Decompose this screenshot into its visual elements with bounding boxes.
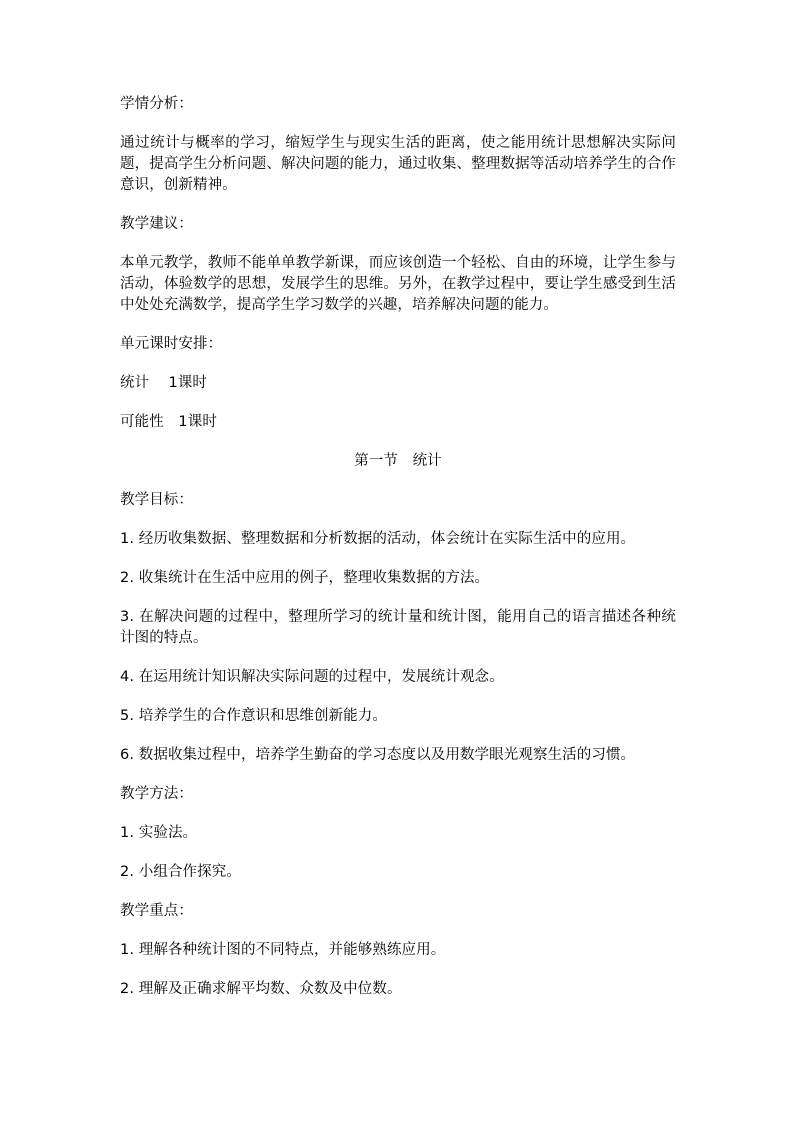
method-item: 1. 实验法。 (120, 825, 198, 841)
schedule-statistics: 统计 1课时 (120, 375, 208, 391)
goal-item: 4. 在运用统计知识解决实际问题的过程中，发展统计观念。 (120, 669, 504, 685)
goal-item: 3. 在解决问题的过程中，整理所学习的统计量和统计图，能用自己的语言描述各种统计图的特点。 (120, 609, 676, 646)
goal-item: 6. 数据收集过程中，培养学生勤奋的学习态度以及用数学眼光观察生活的习惯。 (120, 747, 636, 763)
heading-student-analysis: 学情分析： (120, 96, 193, 112)
heading-teaching-suggestions: 教学建议： (120, 216, 193, 232)
document-body (120, 94, 676, 1018)
heading-teaching-goals: 教学目标： (120, 492, 193, 508)
method-item: 2. 小组合作探究。 (120, 864, 241, 880)
focus-item: 2. 理解及正确求解平均数、众数及中位数。 (120, 981, 402, 997)
paragraph-teaching-suggestions: 本单元教学，教师不能单单教学新课，而应该创造一个轻松、自由的环境，让学生参与活动，体验数学的思想，发展学生的思维。另外，在教学过程中，要让学生感受到生活中处处充满数学，提高学生学习数学的兴趣，培养解决问题的能力。 (120, 255, 676, 313)
heading-teaching-methods: 教学方法： (120, 786, 193, 802)
focus-item: 1. 理解各种统计图的不同特点，并能够熟练应用。 (120, 942, 446, 958)
goal-item: 5. 培养学生的合作意识和思维创新能力。 (120, 708, 387, 724)
schedule-probability: 可能性 1课时 (120, 414, 217, 430)
heading-teaching-focus: 教学重点： (120, 903, 193, 919)
heading-lesson-schedule: 单元课时安排： (120, 336, 223, 352)
section-title: 第一节 统计 (354, 453, 442, 469)
paragraph-student-analysis: 通过统计与概率的学习，缩短学生与现实生活的距离，使之能用统计思想解决实际问题，提高学生分析问题、解决问题的能力，通过收集、整理数据等活动培养学生的合作意识，创新精神。 (120, 135, 676, 193)
goal-item: 2. 收集统计在生活中应用的例子，整理收集数据的方法。 (120, 570, 490, 586)
goal-item: 1. 经历收集数据、整理数据和分析数据的活动，体会统计在实际生活中的应用。 (120, 531, 636, 547)
